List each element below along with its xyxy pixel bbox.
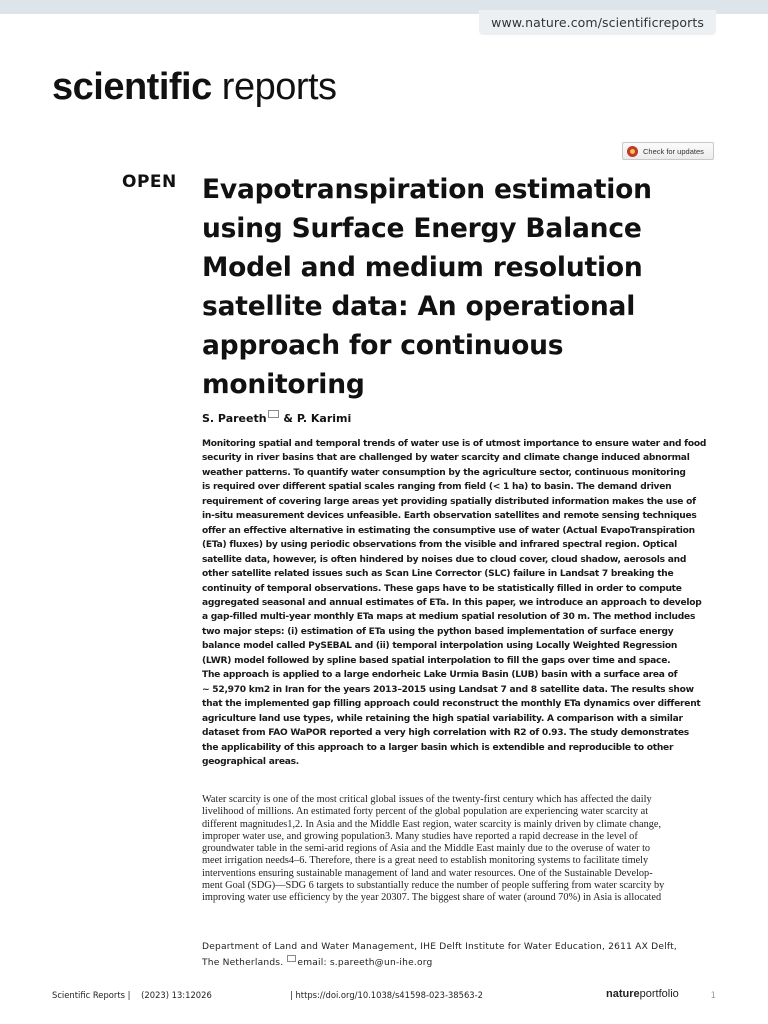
- text-line: The approach is applied to a large endorheic Lake Urmia Basin (LUB) basin with a surface area of: [202, 670, 678, 681]
- author-name[interactable]: P. Karimi: [296, 412, 352, 425]
- email-icon[interactable]: [268, 410, 279, 418]
- text-line: geographical areas.: [202, 756, 300, 767]
- affiliation-country: The Netherlands.: [202, 957, 287, 968]
- author-separator: &: [279, 412, 297, 425]
- text-line: two major steps: (i) estimation of ETa using the python based implementation of surface energy: [202, 626, 674, 637]
- text-line: (ETa) fluxes) by using periodic observations from the visible and infrared spectral region. Optical: [202, 540, 678, 551]
- text-line: other satellite related issues such as Scan Line Corrector (SLC) failure in Landsat 7 breaking the: [202, 569, 674, 580]
- crossmark-icon: [627, 146, 638, 157]
- article-title: Evapotranspiration estimation using Surface Energy Balance Model and medium resolution satellite data: An operational approach for continuous monitoring: [202, 174, 652, 400]
- author-list: [202, 410, 351, 425]
- text-line: continuity of temporal observations. These gaps have to be statistically filled in order to compute: [202, 583, 682, 594]
- text-line: is required over different spatial scales ranging from field (< 1 ha) to basin. The demand driven: [202, 482, 672, 493]
- email-icon: [287, 955, 296, 962]
- journal-name-light: reports: [211, 66, 337, 108]
- corresponding-email[interactable]: email: s.pareeth@un-ihe.org: [297, 957, 433, 968]
- check-for-updates-label: Check for updates: [643, 146, 704, 156]
- text-line: meet irrigation needs4–6. Therefore, there is a great need to establish monitoring systems to facilitate timely: [202, 855, 649, 867]
- footer-doi[interactable]: | https://doi.org/10.1038/s41598-023-38563-2: [290, 990, 483, 1000]
- journal-name-bold: scientific: [52, 66, 212, 108]
- text-line: interventions ensuring sustainable management of land and water resources. One of the Sustainable Develop-: [202, 867, 653, 879]
- text-line: aggregated seasonal and annual estimates of ETa. In this paper, we introduce an approach to develop: [202, 597, 702, 608]
- text-line: dataset from FAO WaPOR reported a very high correlation with R2 of 0.93. The study demonstrates: [202, 728, 689, 739]
- text-line: ment Goal (SDG)—SDG 6 targets to substantially reduce the number of people suffering from water scarcity by: [202, 879, 665, 891]
- footer-journal: Scientific Reports |: [52, 990, 131, 1000]
- affiliation: [202, 940, 722, 970]
- text-line: improper water use, and growing population3. Many studies have reported a rapid decrease in the level of: [202, 830, 638, 842]
- affiliation-line: Department of Land and Water Management, IHE Delft Institute for Water Education, 2611 AX Delft,: [202, 942, 677, 952]
- text-line: ~ 52,970 km2 in Iran for the years 2013–2015 using Landsat 7 and 8 satellite data. The results show: [202, 684, 694, 695]
- affiliation-line: [202, 955, 722, 971]
- text-line: different magnitudes1,2. In Asia and the Middle East region, water scarcity is mainly driven by climate change,: [202, 818, 662, 830]
- text-line: the applicability of this approach to a larger basin which is extendible and reproducible to other: [202, 742, 674, 753]
- text-line: weather patterns. To quantify water consumption by the agriculture sector, continuous monitoring: [202, 467, 686, 478]
- text-line: (LWR) model followed by spline based spatial interpolation to fill the gaps over time and space.: [202, 655, 671, 666]
- text-line: satellite data, however, is often hindered by noises due to cloud cover, cloud shadow, aerosols and: [202, 554, 687, 565]
- journal-url[interactable]: www.nature.com/scientificreports: [479, 10, 716, 35]
- check-for-updates-button[interactable]: [622, 142, 714, 160]
- nature-portfolio-logo: [606, 988, 679, 1000]
- page-number: 1: [710, 990, 716, 1000]
- brand-light: portfolio: [639, 988, 679, 1000]
- text-line: a gap-filled multi-year monthly ETa maps at medium spatial resolution of 30 m. The method includes: [202, 612, 696, 623]
- text-line: livelihood of millions. An estimated forty percent of the global population are experiencing water scarcity at: [202, 806, 649, 818]
- journal-logo[interactable]: [52, 66, 337, 108]
- brand-bold: nature: [606, 988, 640, 1000]
- author-name[interactable]: S. Pareeth: [202, 412, 267, 425]
- text-line: Water scarcity is one of the most critical global issues of the twenty-first century which has affected the daily: [202, 794, 652, 805]
- text-line: improving water use efficiency by the year 20307. The biggest share of water (around 70%) in Asia is allocated: [202, 892, 662, 903]
- text-line: in-situ measurement devices unfeasible. Earth observation satellites and remote sensing techniques: [202, 511, 697, 522]
- text-line: groundwater table in the semi-arid regions of Asia and the Middle East mainly due to the overuse of water to: [202, 843, 651, 854]
- introduction-text: [202, 794, 716, 904]
- footer-citation: [52, 990, 212, 1000]
- text-line: security in river basins that are challenged by water scarcity and climate change induced abnormal: [202, 453, 690, 464]
- text-line: agriculture land use types, while retaining the high spatial variability. A comparison with a similar: [202, 713, 683, 724]
- text-line: requirement of covering large areas yet providing spatially distributed information makes the use of: [202, 496, 696, 507]
- text-line: that the implemented gap filling approach could reconstruct the monthly ETa dynamics over different: [202, 699, 701, 710]
- text-line: offer an effective alternative in estimating the consumptive use of water (Actual EvapoTranspiration: [202, 525, 695, 536]
- text-line: balance model called PySEBAL and (ii) temporal interpolation using Locally Weighted Regression: [202, 641, 678, 652]
- footer-volume: (2023) 13:12026: [141, 990, 212, 1000]
- text-line: Monitoring spatial and temporal trends of water use is of utmost importance to ensure water and food: [202, 439, 707, 449]
- abstract: [202, 437, 716, 769]
- open-access-label: OPEN: [122, 172, 177, 192]
